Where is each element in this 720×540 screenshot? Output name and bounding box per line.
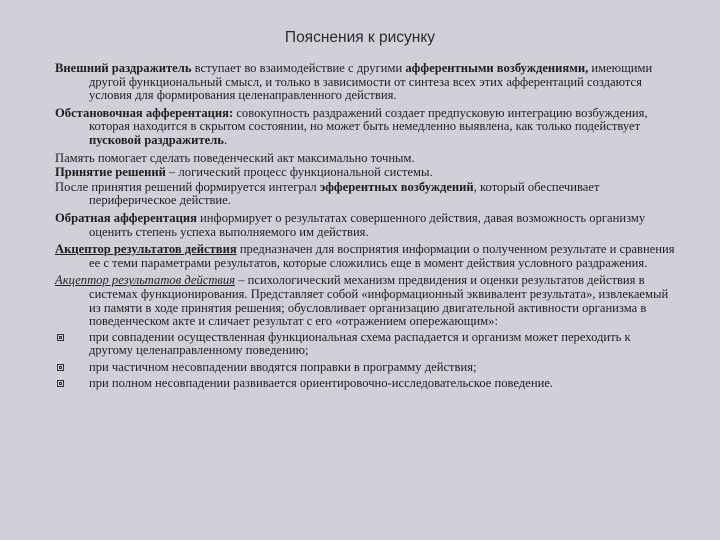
term-afferent-excitations: афферентными возбуждениями,	[405, 61, 589, 75]
term-action-acceptor-italic: Акцептор результатов действия	[55, 273, 236, 288]
paragraph-efferent-excitations	[55, 181, 675, 208]
term-situational-afferentation: Обстановочная афферентация:	[55, 105, 234, 120]
paragraph-decision-making	[55, 166, 675, 180]
term-action-acceptor: Акцептор результатов действия	[55, 242, 237, 257]
paragraph-external-stimulus	[55, 62, 675, 103]
term-feedback-afferentation: Обратная афферентация	[55, 210, 197, 225]
slide-body	[55, 62, 675, 394]
term-decision-making: Принятие решений	[55, 165, 166, 180]
term-trigger-stimulus: пусковой раздражитель	[89, 132, 224, 147]
list-item	[55, 361, 675, 375]
text: предназначен для восприятия информации о полученном результате и сравнения ее с теми параметрами результатов, которые сложились еще в момент действия условного раздражения.	[89, 242, 675, 270]
list-item-text: при полном несовпадении развивается ориентировочно-исследовательское поведение.	[89, 376, 554, 391]
checkbox-bullet-icon	[57, 364, 64, 371]
list-item-text: при частичном несовпадении вводятся поправки в программу действия;	[89, 359, 477, 374]
checkbox-bullet-icon	[57, 334, 64, 341]
paragraph-feedback-afferentation	[55, 212, 675, 239]
bullet-list	[55, 331, 675, 391]
list-item	[55, 377, 675, 391]
text: .	[223, 132, 228, 147]
slide-title: Пояснения к рисунку	[284, 29, 436, 46]
term-external-stimulus: Внешний раздражитель	[55, 61, 192, 75]
paragraph-action-acceptor-definition	[55, 274, 675, 328]
text: После принятия решений формируется интеграл	[55, 179, 320, 194]
checkbox-bullet-icon	[57, 380, 64, 387]
text: информирует о результатах совершенного действия, давая возможность организму оценить степень успеха выполняемого им действия.	[89, 210, 646, 239]
paragraph-memory: Память помогает сделать поведенческий акт максимально точным.	[55, 150, 415, 165]
text: – логический процесс функциональной системы.	[165, 165, 433, 180]
text: вступает во взаимодействие с другими	[191, 61, 406, 75]
paragraph-action-acceptor	[55, 243, 675, 270]
text: имеющими другой функциональный смысл, и только в зависимости от синтеза всех этих афферентаций создаются условия для формирования целенаправленного действия.	[89, 61, 653, 103]
list-item	[55, 331, 675, 358]
list-item-text: при совпадении осуществленная функциональная схема распадается и организм может переходить к другому целенаправленному поведению;	[89, 329, 631, 358]
paragraph-situational-afferentation	[55, 107, 675, 148]
term-efferent-excitations: эфферентных возбуждений	[319, 179, 474, 194]
text: совокупность раздражений создает предпусковую интеграцию возбуждения, которая находится в скрытом состоянии, но может быть немедленно выявлена, как только подействует	[89, 105, 648, 134]
text: , который обеспечивает периферическое действие.	[89, 179, 600, 208]
text: – психологический механизм предвидения и оценки результатов действия в системах функционирования. Представляет собой «информационный эквивалент результата», извлекаемый из памяти в ходе принятия решения; обусловливает организацию двигательной активности организма в поведенческом акте и сличает результат с его «отражением опережающим»:	[89, 273, 669, 329]
